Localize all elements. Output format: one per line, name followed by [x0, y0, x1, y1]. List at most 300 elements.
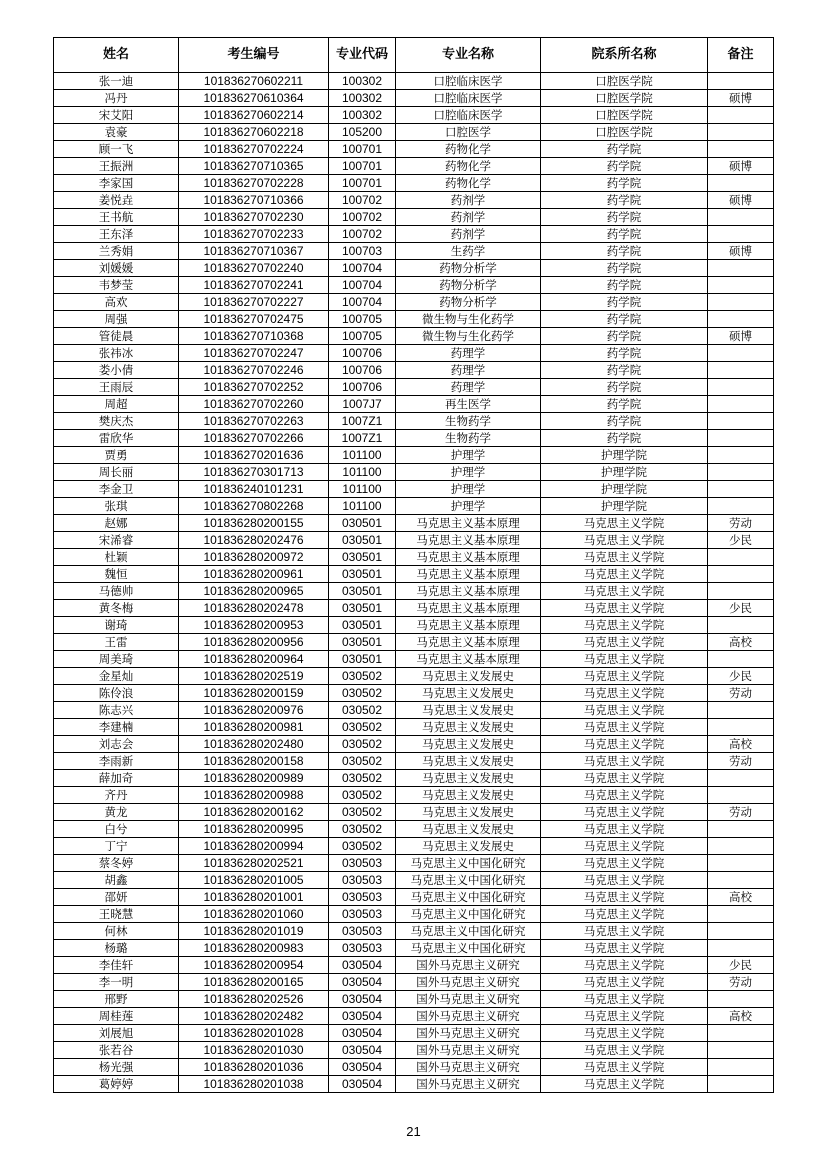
cell-major-name: 生物药学	[396, 413, 541, 430]
cell-name: 樊庆杰	[54, 413, 179, 430]
cell-remark	[708, 1025, 774, 1042]
cell-major-name: 马克思主义发展史	[396, 719, 541, 736]
cell-department: 药学院	[541, 345, 708, 362]
cell-department: 马克思主义学院	[541, 991, 708, 1008]
cell-remark	[708, 107, 774, 124]
cell-candidate-id: 101836270702224	[179, 141, 329, 158]
cell-name: 赵娜	[54, 515, 179, 532]
cell-major-name: 马克思主义发展史	[396, 804, 541, 821]
cell-major-code: 1007Z1	[329, 430, 396, 447]
cell-candidate-id: 101836280202480	[179, 736, 329, 753]
table-row	[54, 209, 774, 226]
cell-major-code: 030501	[329, 651, 396, 668]
cell-department: 马克思主义学院	[541, 736, 708, 753]
cell-department: 口腔医学院	[541, 73, 708, 90]
cell-name: 齐丹	[54, 787, 179, 804]
cell-candidate-id: 101836270602211	[179, 73, 329, 90]
cell-department: 马克思主义学院	[541, 940, 708, 957]
cell-candidate-id: 101836280201036	[179, 1059, 329, 1076]
cell-name: 丁宁	[54, 838, 179, 855]
cell-major-name: 马克思主义发展史	[396, 668, 541, 685]
cell-remark: 硕博	[708, 328, 774, 345]
cell-department: 马克思主义学院	[541, 855, 708, 872]
cell-name: 高欢	[54, 294, 179, 311]
cell-candidate-id: 101836280202482	[179, 1008, 329, 1025]
cell-candidate-id: 101836270702475	[179, 311, 329, 328]
cell-major-code: 030503	[329, 855, 396, 872]
table-row	[54, 447, 774, 464]
cell-department: 马克思主义学院	[541, 804, 708, 821]
cell-major-name: 药理学	[396, 362, 541, 379]
cell-candidate-id: 101836270201636	[179, 447, 329, 464]
cell-candidate-id: 101836270702240	[179, 260, 329, 277]
cell-department: 马克思主义学院	[541, 668, 708, 685]
cell-candidate-id: 101836240101231	[179, 481, 329, 498]
cell-major-code: 030501	[329, 549, 396, 566]
page-number: 21	[406, 1124, 421, 1139]
cell-major-code: 1007J7	[329, 396, 396, 413]
cell-department: 马克思主义学院	[541, 770, 708, 787]
cell-major-code: 030501	[329, 515, 396, 532]
table-row	[54, 294, 774, 311]
cell-name: 周强	[54, 311, 179, 328]
header-major-name: 专业名称	[396, 38, 541, 73]
cell-major-name: 马克思主义发展史	[396, 838, 541, 855]
cell-department: 马克思主义学院	[541, 1059, 708, 1076]
cell-major-name: 马克思主义基本原理	[396, 617, 541, 634]
cell-major-name: 生药学	[396, 243, 541, 260]
cell-remark: 少民	[708, 668, 774, 685]
cell-candidate-id: 101836280200165	[179, 974, 329, 991]
table-row	[54, 872, 774, 889]
cell-department: 马克思主义学院	[541, 1025, 708, 1042]
cell-major-code: 030504	[329, 1025, 396, 1042]
cell-major-name: 护理学	[396, 498, 541, 515]
cell-major-code: 100702	[329, 192, 396, 209]
cell-major-code: 030503	[329, 889, 396, 906]
cell-remark	[708, 787, 774, 804]
table-row	[54, 464, 774, 481]
table-row	[54, 957, 774, 974]
table-row	[54, 277, 774, 294]
cell-major-name: 国外马克思主义研究	[396, 1076, 541, 1093]
cell-department: 马克思主义学院	[541, 583, 708, 600]
cell-major-code: 101100	[329, 464, 396, 481]
table-row	[54, 107, 774, 124]
cell-major-name: 马克思主义基本原理	[396, 634, 541, 651]
table-header-row	[54, 38, 774, 73]
cell-name: 周长丽	[54, 464, 179, 481]
header-major-code: 专业代码	[329, 38, 396, 73]
cell-name: 王雨辰	[54, 379, 179, 396]
cell-name: 蔡冬婷	[54, 855, 179, 872]
cell-remark	[708, 991, 774, 1008]
cell-remark	[708, 362, 774, 379]
cell-name: 魏恒	[54, 566, 179, 583]
cell-name: 刘志会	[54, 736, 179, 753]
table-row	[54, 124, 774, 141]
cell-remark: 劳动	[708, 753, 774, 770]
table-row	[54, 175, 774, 192]
cell-candidate-id: 101836280201005	[179, 872, 329, 889]
cell-name: 胡鑫	[54, 872, 179, 889]
cell-major-name: 马克思主义中国化研究	[396, 923, 541, 940]
cell-remark	[708, 413, 774, 430]
cell-remark	[708, 124, 774, 141]
cell-name: 管徒晨	[54, 328, 179, 345]
cell-remark	[708, 430, 774, 447]
cell-major-name: 马克思主义发展史	[396, 702, 541, 719]
cell-candidate-id: 101836280201001	[179, 889, 329, 906]
cell-major-name: 马克思主义基本原理	[396, 515, 541, 532]
cell-department: 药学院	[541, 226, 708, 243]
cell-name: 王书航	[54, 209, 179, 226]
cell-major-code: 100701	[329, 141, 396, 158]
cell-department: 药学院	[541, 328, 708, 345]
cell-major-name: 国外马克思主义研究	[396, 957, 541, 974]
cell-major-name: 护理学	[396, 481, 541, 498]
cell-candidate-id: 101836280200961	[179, 566, 329, 583]
cell-major-code: 030503	[329, 923, 396, 940]
table-row	[54, 481, 774, 498]
cell-remark	[708, 175, 774, 192]
cell-major-code: 030501	[329, 600, 396, 617]
cell-major-code: 030502	[329, 736, 396, 753]
cell-major-code: 100702	[329, 209, 396, 226]
cell-name: 姜悦垚	[54, 192, 179, 209]
cell-name: 王雷	[54, 634, 179, 651]
header-remark: 备注	[708, 38, 774, 73]
table-row	[54, 430, 774, 447]
cell-major-name: 药剂学	[396, 192, 541, 209]
cell-name: 张若谷	[54, 1042, 179, 1059]
admission-list-table	[53, 37, 774, 1093]
table-row	[54, 889, 774, 906]
cell-department: 马克思主义学院	[541, 515, 708, 532]
cell-candidate-id: 101836280200158	[179, 753, 329, 770]
cell-major-code: 101100	[329, 481, 396, 498]
cell-name: 顾一飞	[54, 141, 179, 158]
cell-department: 马克思主义学院	[541, 719, 708, 736]
cell-major-name: 马克思主义中国化研究	[396, 940, 541, 957]
cell-major-name: 再生医学	[396, 396, 541, 413]
table-row	[54, 226, 774, 243]
cell-major-name: 药物化学	[396, 141, 541, 158]
cell-department: 马克思主义学院	[541, 787, 708, 804]
cell-major-code: 030504	[329, 1008, 396, 1025]
cell-department: 药学院	[541, 260, 708, 277]
cell-candidate-id: 101836270301713	[179, 464, 329, 481]
table-row	[54, 770, 774, 787]
cell-major-name: 护理学	[396, 464, 541, 481]
table-row	[54, 685, 774, 702]
cell-major-name: 药物化学	[396, 175, 541, 192]
cell-name: 马德帅	[54, 583, 179, 600]
cell-remark	[708, 549, 774, 566]
cell-department: 马克思主义学院	[541, 617, 708, 634]
cell-candidate-id: 101836270702260	[179, 396, 329, 413]
cell-major-name: 马克思主义发展史	[396, 770, 541, 787]
cell-department: 马克思主义学院	[541, 702, 708, 719]
cell-name: 杜颖	[54, 549, 179, 566]
cell-major-name: 微生物与生化药学	[396, 311, 541, 328]
cell-remark: 高校	[708, 736, 774, 753]
table-row	[54, 158, 774, 175]
cell-major-code: 030504	[329, 1042, 396, 1059]
cell-major-code: 101100	[329, 498, 396, 515]
cell-department: 药学院	[541, 158, 708, 175]
cell-candidate-id: 101836270702247	[179, 345, 329, 362]
cell-department: 药学院	[541, 277, 708, 294]
cell-remark	[708, 906, 774, 923]
cell-remark: 劳动	[708, 515, 774, 532]
cell-name: 邢野	[54, 991, 179, 1008]
cell-candidate-id: 101836280200976	[179, 702, 329, 719]
table-row	[54, 498, 774, 515]
cell-candidate-id: 101836280201028	[179, 1025, 329, 1042]
table-row	[54, 515, 774, 532]
cell-department: 药学院	[541, 141, 708, 158]
cell-candidate-id: 101836280200994	[179, 838, 329, 855]
table-row	[54, 855, 774, 872]
cell-name: 刘媛媛	[54, 260, 179, 277]
cell-remark	[708, 311, 774, 328]
cell-remark: 硕博	[708, 158, 774, 175]
table-row	[54, 566, 774, 583]
cell-major-code: 100705	[329, 311, 396, 328]
cell-remark	[708, 226, 774, 243]
cell-major-name: 马克思主义基本原理	[396, 549, 541, 566]
cell-candidate-id: 101836280201030	[179, 1042, 329, 1059]
cell-remark	[708, 73, 774, 90]
cell-candidate-id: 101836270710367	[179, 243, 329, 260]
cell-name: 张一迪	[54, 73, 179, 90]
cell-major-name: 药物分析学	[396, 277, 541, 294]
cell-major-code: 030501	[329, 583, 396, 600]
cell-name: 金星灿	[54, 668, 179, 685]
cell-name: 杨光强	[54, 1059, 179, 1076]
cell-major-code: 030502	[329, 838, 396, 855]
cell-major-code: 030504	[329, 974, 396, 991]
cell-name: 白兮	[54, 821, 179, 838]
cell-name: 李佳轩	[54, 957, 179, 974]
cell-major-code: 030502	[329, 685, 396, 702]
cell-name: 李金卫	[54, 481, 179, 498]
cell-major-code: 030501	[329, 532, 396, 549]
table-row	[54, 549, 774, 566]
cell-candidate-id: 101836270710368	[179, 328, 329, 345]
cell-major-name: 马克思主义中国化研究	[396, 889, 541, 906]
cell-candidate-id: 101836270702263	[179, 413, 329, 430]
cell-remark	[708, 702, 774, 719]
cell-remark	[708, 872, 774, 889]
cell-remark: 少民	[708, 957, 774, 974]
cell-department: 马克思主义学院	[541, 685, 708, 702]
table-row	[54, 1008, 774, 1025]
table-row	[54, 413, 774, 430]
header-candidate-id: 考生编号	[179, 38, 329, 73]
cell-candidate-id: 101836280201060	[179, 906, 329, 923]
cell-department: 护理学院	[541, 464, 708, 481]
cell-major-code: 030502	[329, 753, 396, 770]
cell-department: 药学院	[541, 430, 708, 447]
cell-department: 药学院	[541, 209, 708, 226]
cell-major-name: 药剂学	[396, 209, 541, 226]
cell-candidate-id: 101836270702233	[179, 226, 329, 243]
cell-remark	[708, 855, 774, 872]
cell-major-code: 100302	[329, 73, 396, 90]
cell-remark	[708, 940, 774, 957]
table-row	[54, 311, 774, 328]
cell-major-name: 生物药学	[396, 430, 541, 447]
cell-department: 口腔医学院	[541, 90, 708, 107]
cell-remark	[708, 821, 774, 838]
cell-name: 黄冬梅	[54, 600, 179, 617]
cell-name: 周超	[54, 396, 179, 413]
table-row	[54, 923, 774, 940]
cell-major-name: 国外马克思主义研究	[396, 1008, 541, 1025]
cell-department: 药学院	[541, 413, 708, 430]
cell-major-code: 100706	[329, 379, 396, 396]
cell-department: 护理学院	[541, 498, 708, 515]
cell-name: 李家国	[54, 175, 179, 192]
table-row	[54, 940, 774, 957]
cell-major-name: 马克思主义基本原理	[396, 532, 541, 549]
cell-department: 马克思主义学院	[541, 906, 708, 923]
cell-major-code: 030503	[329, 940, 396, 957]
cell-name: 李雨新	[54, 753, 179, 770]
cell-major-name: 马克思主义基本原理	[396, 651, 541, 668]
cell-remark	[708, 719, 774, 736]
cell-candidate-id: 101836270702227	[179, 294, 329, 311]
cell-major-code: 105200	[329, 124, 396, 141]
cell-candidate-id: 101836280201019	[179, 923, 329, 940]
cell-candidate-id: 101836280202478	[179, 600, 329, 617]
cell-major-name: 国外马克思主义研究	[396, 974, 541, 991]
cell-major-name: 药剂学	[396, 226, 541, 243]
cell-candidate-id: 101836280200972	[179, 549, 329, 566]
cell-remark	[708, 498, 774, 515]
cell-department: 药学院	[541, 192, 708, 209]
cell-major-code: 030501	[329, 617, 396, 634]
cell-name: 刘展旭	[54, 1025, 179, 1042]
cell-major-name: 微生物与生化药学	[396, 328, 541, 345]
cell-candidate-id: 101836270802268	[179, 498, 329, 515]
cell-major-name: 马克思主义基本原理	[396, 600, 541, 617]
cell-name: 兰秀娟	[54, 243, 179, 260]
table-row	[54, 838, 774, 855]
cell-major-name: 马克思主义中国化研究	[396, 906, 541, 923]
table-row	[54, 974, 774, 991]
cell-remark	[708, 651, 774, 668]
table-row	[54, 719, 774, 736]
cell-remark	[708, 1059, 774, 1076]
cell-department: 药学院	[541, 362, 708, 379]
cell-major-code: 100701	[329, 175, 396, 192]
cell-remark	[708, 447, 774, 464]
cell-candidate-id: 101836270702266	[179, 430, 329, 447]
cell-name: 贾勇	[54, 447, 179, 464]
cell-name: 冯丹	[54, 90, 179, 107]
cell-major-name: 国外马克思主义研究	[396, 1025, 541, 1042]
cell-name: 雷欣华	[54, 430, 179, 447]
cell-department: 药学院	[541, 243, 708, 260]
cell-remark	[708, 838, 774, 855]
cell-remark: 少民	[708, 532, 774, 549]
cell-major-code: 030502	[329, 787, 396, 804]
cell-department: 马克思主义学院	[541, 634, 708, 651]
cell-name: 邵妍	[54, 889, 179, 906]
cell-candidate-id: 101836270710366	[179, 192, 329, 209]
cell-name: 王东泽	[54, 226, 179, 243]
cell-major-code: 030502	[329, 804, 396, 821]
cell-candidate-id: 101836270702252	[179, 379, 329, 396]
cell-department: 马克思主义学院	[541, 549, 708, 566]
cell-name: 谢琦	[54, 617, 179, 634]
cell-remark	[708, 923, 774, 940]
table-row	[54, 804, 774, 821]
cell-candidate-id: 101836280200954	[179, 957, 329, 974]
cell-department: 马克思主义学院	[541, 838, 708, 855]
cell-remark	[708, 379, 774, 396]
cell-candidate-id: 101836280202476	[179, 532, 329, 549]
cell-candidate-id: 101836280200162	[179, 804, 329, 821]
cell-major-code: 100706	[329, 362, 396, 379]
cell-remark	[708, 1042, 774, 1059]
table-row	[54, 362, 774, 379]
header-name: 姓名	[54, 38, 179, 73]
cell-major-name: 药物化学	[396, 158, 541, 175]
cell-major-code: 030504	[329, 991, 396, 1008]
cell-department: 马克思主义学院	[541, 566, 708, 583]
cell-major-code: 030504	[329, 1059, 396, 1076]
cell-major-name: 国外马克思主义研究	[396, 991, 541, 1008]
cell-name: 何林	[54, 923, 179, 940]
cell-candidate-id: 101836270710365	[179, 158, 329, 175]
cell-department: 护理学院	[541, 481, 708, 498]
cell-name: 娄小倩	[54, 362, 179, 379]
table-row	[54, 141, 774, 158]
cell-major-name: 护理学	[396, 447, 541, 464]
cell-remark	[708, 209, 774, 226]
cell-name: 宋艾阳	[54, 107, 179, 124]
cell-candidate-id: 101836280200964	[179, 651, 329, 668]
cell-name: 陈志兴	[54, 702, 179, 719]
cell-department: 马克思主义学院	[541, 889, 708, 906]
cell-candidate-id: 101836270602214	[179, 107, 329, 124]
cell-major-code: 100704	[329, 277, 396, 294]
cell-major-code: 100702	[329, 226, 396, 243]
cell-remark: 劳动	[708, 974, 774, 991]
cell-major-code: 100703	[329, 243, 396, 260]
cell-major-code: 101100	[329, 447, 396, 464]
cell-name: 张琪	[54, 498, 179, 515]
cell-major-code: 100705	[329, 328, 396, 345]
table-row	[54, 328, 774, 345]
cell-major-name: 马克思主义发展史	[396, 753, 541, 770]
cell-candidate-id: 101836280202526	[179, 991, 329, 1008]
cell-name: 李一明	[54, 974, 179, 991]
cell-major-code: 030502	[329, 668, 396, 685]
cell-remark: 高校	[708, 889, 774, 906]
cell-candidate-id: 101836270702246	[179, 362, 329, 379]
table-row	[54, 379, 774, 396]
cell-candidate-id: 101836280200965	[179, 583, 329, 600]
cell-major-name: 口腔临床医学	[396, 107, 541, 124]
cell-candidate-id: 101836270702230	[179, 209, 329, 226]
cell-remark	[708, 770, 774, 787]
cell-candidate-id: 101836280200956	[179, 634, 329, 651]
